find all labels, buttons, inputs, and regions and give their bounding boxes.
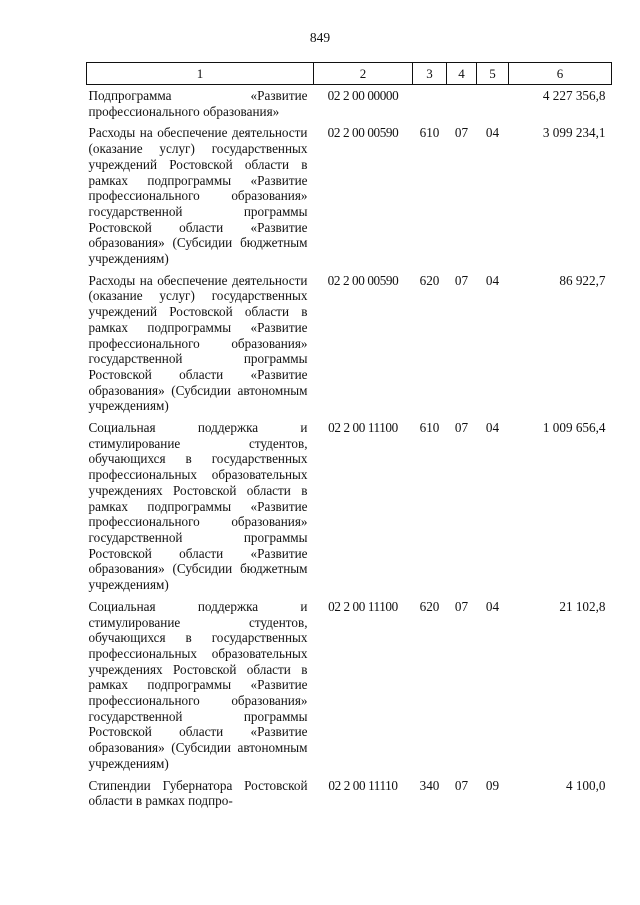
- table-row: [87, 772, 612, 809]
- row-subsection: 04: [485, 272, 500, 288]
- row-section: 07: [454, 125, 469, 141]
- row-section: 07: [454, 272, 469, 288]
- row-code: 02 2 00 11110: [328, 777, 398, 793]
- row-amount: 3 099 234,1: [542, 125, 606, 141]
- row-code: 02 2 00 00590: [327, 272, 399, 288]
- row-section: 07: [454, 420, 469, 436]
- row-subsection: 04: [485, 598, 500, 614]
- row-name: Расходы на обеспечение деятельности (оказание услуг) государственных учреждений Ростовской области в рамках подпрограммы «Развитие профессионального образования» государственной программы Ростовской области «Развитие образования» (Субсидии бюджетным учреждениям): [88, 125, 308, 267]
- row-expense-type: 620: [419, 272, 440, 288]
- row-code: 02 2 00 11100: [328, 420, 398, 436]
- row-expense-type: 340: [419, 777, 440, 793]
- row-subsection: 04: [485, 125, 500, 141]
- row-code: 02 2 00 11100: [328, 598, 398, 614]
- table-row: [87, 414, 612, 593]
- row-expense-type: 610: [419, 420, 440, 436]
- row-expense-type: [413, 85, 447, 120]
- row-amount: 1 009 656,4: [542, 420, 606, 436]
- row-name: Расходы на обеспечение деятельности (оказание услуг) государственных учреждений Ростовской области в рамках подпрограммы «Развитие профессионального образования» государственной программы Ростовской области «Развитие образования» (Субсидии автономным учреждениям): [88, 272, 308, 414]
- header-col-1: 1: [87, 63, 314, 85]
- table-row: [87, 593, 612, 772]
- table-header-row: [87, 63, 612, 85]
- row-subsection: 09: [485, 777, 500, 793]
- page-number: 849: [309, 30, 331, 45]
- row-name: Стипендии Губернатора Ростовской области в рамках подпро-: [88, 777, 308, 809]
- header-col-4: 4: [447, 63, 477, 85]
- row-code: 02 2 00 00000: [327, 88, 399, 103]
- row-name: Социальная поддержка и стимулирование студентов, обучающихся в государственных профессиональных образовательных учреждениях Ростовской области в рамках подпрограммы «Развитие профессионального образования» государственной программы Ростовской области «Развитие образования» (Субсидии бюджетным учреждениям): [88, 420, 308, 593]
- header-col-5: 5: [477, 63, 509, 85]
- row-amount: 21 102,8: [559, 598, 606, 614]
- table-row: [87, 85, 612, 120]
- row-amount: 4 227 356,8: [542, 88, 606, 103]
- row-expense-type: 620: [419, 598, 440, 614]
- row-subsection: [477, 85, 509, 120]
- header-col-3: 3: [413, 63, 447, 85]
- row-amount: 86 922,7: [559, 272, 606, 288]
- table-row: [87, 267, 612, 414]
- row-subsection: 04: [485, 420, 500, 436]
- header-col-6: 6: [509, 63, 612, 85]
- table-row: [87, 119, 612, 266]
- row-section: [447, 85, 477, 120]
- row-expense-type: 610: [419, 125, 440, 141]
- row-amount: 4 100,0: [565, 777, 606, 793]
- row-section: 07: [454, 598, 469, 614]
- row-name: Подпрограмма «Развитие профессионального образования»: [88, 88, 308, 119]
- row-code: 02 2 00 00590: [327, 125, 399, 141]
- header-col-2: 2: [314, 63, 413, 85]
- row-section: 07: [454, 777, 469, 793]
- budget-table: [86, 62, 612, 809]
- row-name: Социальная поддержка и стимулирование студентов, обучающихся в государственных профессиональных образовательных учреждениях Ростовской области в рамках подпрограммы «Развитие профессионального образования» государственной программы Ростовской области «Развитие образования» (Субсидии автономным учреждениям): [88, 598, 308, 771]
